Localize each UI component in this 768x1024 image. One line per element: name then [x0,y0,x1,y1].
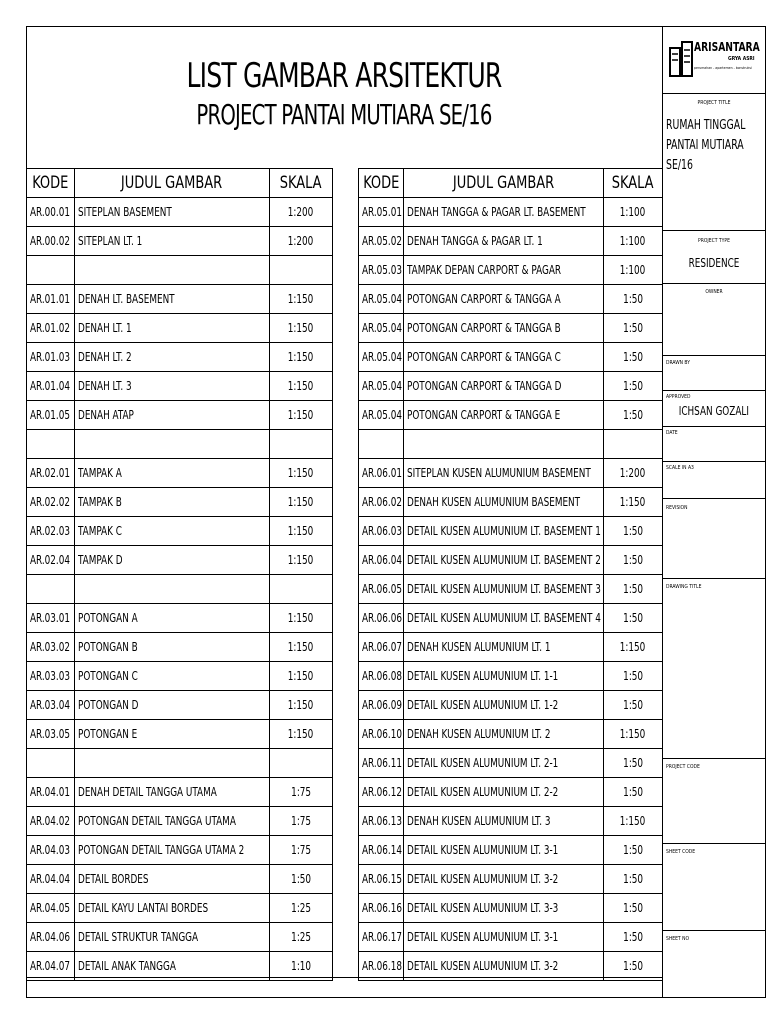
building-icon [668,38,696,78]
cell-judul: POTONGAN C [75,662,270,691]
sidebar-divider [662,93,766,94]
cell-kode: AR.06.16 [359,894,404,923]
table-row [359,836,663,865]
cell-skala: 1:50 [604,836,663,865]
cell-skala: 1:150 [604,488,663,517]
table-row [27,517,333,546]
cell-skala: 1:150 [270,459,333,488]
cell-skala: 1:50 [604,372,663,401]
table-row [359,662,663,691]
cell-skala: 1:50 [604,314,663,343]
cell-kode: AR.06.01 [359,459,404,488]
table-row [359,807,663,836]
cell-skala: 1:150 [270,633,333,662]
drawing-list-table-right [358,168,663,981]
cell-skala [270,575,333,604]
cell-kode: AR.05.04 [359,314,404,343]
cell-skala: 1:200 [270,198,333,227]
cell-skala [270,256,333,285]
logo-tagline: perumahan - apartemen - konstruksi [694,66,752,70]
cell-kode: AR.06.04 [359,546,404,575]
table-row [27,720,333,749]
table-row [359,401,663,430]
cell-judul [75,256,270,285]
cell-judul: POTONGAN B [75,633,270,662]
table-row [359,952,663,981]
cell-kode: AR.06.15 [359,865,404,894]
cell-kode: AR.06.02 [359,488,404,517]
cell-judul: POTONGAN D [75,691,270,720]
sidebar-divider [662,498,766,499]
table-row [27,807,333,836]
header-skala: SKALA [270,169,333,198]
table-row [359,894,663,923]
sidebar-divider [662,355,766,356]
table-row [359,227,663,256]
cell-judul: DETAIL KUSEN ALUMUNIUM LT. BASEMENT 3 [404,575,604,604]
cell-skala: 1:100 [604,198,663,227]
cell-skala: 1:50 [604,546,663,575]
cell-judul: DETAIL KUSEN ALUMUNIUM LT. BASEMENT 4 [404,604,604,633]
cell-skala: 1:50 [604,401,663,430]
drawing-list-table-left [26,168,333,981]
cell-kode: AR.06.12 [359,778,404,807]
cell-kode: AR.01.03 [27,343,75,372]
approved-value: ICHSAN GOZALI [678,404,750,418]
cell-judul: DETAIL KUSEN ALUMUNIUM LT. 3-1 [404,923,604,952]
cell-skala: 1:50 [604,604,663,633]
cell-kode: AR.04.07 [27,952,75,981]
cell-kode: AR.06.08 [359,662,404,691]
cell-judul: DETAIL KUSEN ALUMUNIUM LT. 3-1 [404,836,604,865]
cell-skala: 1:100 [604,256,663,285]
cell-judul: DENAH ATAP [75,401,270,430]
drawn-by-label: DRAWN BY [666,360,690,366]
cell-kode: AR.03.05 [27,720,75,749]
table-row [27,749,333,778]
header-judul: JUDUL GAMBAR [404,169,604,198]
sidebar-divider [662,578,766,579]
cell-judul: DENAH LT. 3 [75,372,270,401]
cell-judul: DENAH TANGGA & PAGAR LT. BASEMENT [404,198,604,227]
cell-skala: 1:75 [270,778,333,807]
cell-kode: AR.04.03 [27,836,75,865]
cell-skala: 1:50 [604,575,663,604]
cell-skala: 1:50 [604,662,663,691]
cell-kode: AR.01.01 [27,285,75,314]
cell-skala: 1:150 [270,401,333,430]
cell-kode: AR.06.10 [359,720,404,749]
project-code-label: PROJECT CODE [666,764,700,770]
cell-judul: DENAH LT. BASEMENT [75,285,270,314]
project-title-label: PROJECT TITLE [697,100,731,106]
cell-judul: POTONGAN CARPORT & TANGGA D [404,372,604,401]
cell-kode: AR.04.01 [27,778,75,807]
sidebar-divider [662,843,766,844]
table-row [27,604,333,633]
table-row [359,604,663,633]
cell-skala: 1:150 [270,662,333,691]
cell-skala: 1:200 [270,227,333,256]
table-row [27,198,333,227]
table-row [359,198,663,227]
company-logo [668,36,764,84]
table-row [359,546,663,575]
sidebar-divider [662,426,766,427]
cell-kode: AR.03.04 [27,691,75,720]
cell-judul: POTONGAN CARPORT & TANGGA B [404,314,604,343]
cell-kode: AR.06.13 [359,807,404,836]
cell-skala: 1:150 [604,633,663,662]
cell-kode: AR.06.05 [359,575,404,604]
cell-skala: 1:200 [604,459,663,488]
cell-kode: AR.04.05 [27,894,75,923]
project-title-line: PANTAI MUTIARA [666,138,744,153]
cell-kode: AR.03.01 [27,604,75,633]
table-row [27,865,333,894]
cell-kode [27,749,75,778]
cell-kode: AR.04.04 [27,865,75,894]
table-row [27,778,333,807]
cell-kode: AR.01.02 [27,314,75,343]
cell-kode: AR.02.01 [27,459,75,488]
logo-wordmark: ARISANTARA [694,40,760,54]
cell-judul: POTONGAN DETAIL TANGGA UTAMA 2 [75,836,270,865]
table-row [27,575,333,604]
table-row [359,923,663,952]
document-title: LIST GAMBAR ARSITEKTUR [186,56,502,96]
cell-skala: 1:50 [604,923,663,952]
project-title-value [666,116,745,176]
cell-judul: DETAIL KUSEN ALUMUNIUM LT. 1-2 [404,691,604,720]
sidebar-divider [662,758,766,759]
table-row [359,691,663,720]
cell-judul: DETAIL KUSEN ALUMUNIUM LT. 3-3 [404,894,604,923]
scale-label: SCALE IN A3 [666,465,694,471]
cell-judul: DETAIL ANAK TANGGA [75,952,270,981]
document-subtitle: PROJECT PANTAI MUTIARA SE/16 [196,98,492,131]
cell-judul [75,749,270,778]
cell-skala: 1:150 [270,604,333,633]
cell-skala: 1:150 [270,314,333,343]
table-row [359,575,663,604]
revision-label: REVISION [666,505,688,511]
cell-kode: AR.04.02 [27,807,75,836]
header-judul: JUDUL GAMBAR [75,169,270,198]
table-row [27,430,333,459]
cell-skala: 1:150 [270,517,333,546]
cell-kode [27,256,75,285]
cell-judul: POTONGAN A [75,604,270,633]
table-row [359,430,663,459]
cell-kode: AR.01.04 [27,372,75,401]
sheet-no-label: SHEET NO [666,936,690,942]
table-row [27,256,333,285]
cell-kode: AR.06.14 [359,836,404,865]
table-row [27,459,333,488]
cell-skala: 1:50 [604,691,663,720]
logo-subtext: GRYA ASRI [728,56,755,62]
date-label: DATE [666,430,678,436]
cell-kode [27,430,75,459]
project-title-line: SE/16 [666,158,693,173]
cell-judul [404,430,604,459]
sidebar-divider [662,390,766,391]
cell-judul: DENAH KUSEN ALUMUNIUM LT. 2 [404,720,604,749]
table-row [359,372,663,401]
cell-judul: POTONGAN CARPORT & TANGGA E [404,401,604,430]
cell-kode: AR.05.04 [359,343,404,372]
table-row [27,401,333,430]
table-row [27,314,333,343]
cell-judul: DETAIL KUSEN ALUMUNIUM LT. BASEMENT 1 [404,517,604,546]
cell-skala: 1:150 [604,720,663,749]
table-row [359,865,663,894]
cell-skala: 1:75 [270,836,333,865]
cell-judul: SITEPLAN BASEMENT [75,198,270,227]
cell-judul: TAMPAK C [75,517,270,546]
cell-skala: 1:150 [270,285,333,314]
table-row [359,488,663,517]
table-row [27,227,333,256]
cell-kode: AR.02.04 [27,546,75,575]
cell-judul: DETAIL KUSEN ALUMUNIUM LT. BASEMENT 2 [404,546,604,575]
cell-skala: 1:50 [604,285,663,314]
cell-skala: 1:150 [270,343,333,372]
cell-kode: AR.02.03 [27,517,75,546]
table-row [27,488,333,517]
table-row [359,633,663,662]
cell-skala: 1:50 [270,865,333,894]
header-kode: KODE [27,169,75,198]
cell-kode: AR.06.18 [359,952,404,981]
cell-kode: AR.06.17 [359,923,404,952]
table-row [359,256,663,285]
table-row [359,314,663,343]
cell-skala: 1:10 [270,952,333,981]
cell-skala: 1:50 [604,749,663,778]
sheet-code-label: SHEET CODE [666,849,696,855]
cell-kode: AR.06.07 [359,633,404,662]
cell-skala: 1:50 [604,952,663,981]
cell-judul: DETAIL STRUKTUR TANGGA [75,923,270,952]
cell-judul: DETAIL KAYU LANTAI BORDES [75,894,270,923]
cell-judul: DENAH TANGGA & PAGAR LT. 1 [404,227,604,256]
table-row [27,691,333,720]
sidebar-divider [662,461,766,462]
table-row [27,546,333,575]
cell-kode: AR.05.04 [359,401,404,430]
table-row [27,372,333,401]
cell-skala: 1:50 [604,778,663,807]
table-header-row [359,169,663,198]
cell-skala: 1:150 [270,691,333,720]
cell-kode: AR.01.05 [27,401,75,430]
cell-kode: AR.00.01 [27,198,75,227]
cell-judul [75,575,270,604]
cell-judul: POTONGAN CARPORT & TANGGA A [404,285,604,314]
cell-kode: AR.06.11 [359,749,404,778]
cell-judul [75,430,270,459]
cell-judul: TAMPAK B [75,488,270,517]
approved-label: APPROVED [666,394,691,400]
cell-skala: 1:150 [270,720,333,749]
cell-skala [270,749,333,778]
cell-judul: DETAIL KUSEN ALUMUNIUM LT. 3-2 [404,952,604,981]
cell-kode: AR.02.02 [27,488,75,517]
table-row [359,343,663,372]
cell-judul: TAMPAK D [75,546,270,575]
cell-judul: POTONGAN E [75,720,270,749]
cell-judul: TAMPAK A [75,459,270,488]
cell-kode: AR.05.03 [359,256,404,285]
cell-kode: AR.05.04 [359,372,404,401]
table-row [27,894,333,923]
cell-skala: 1:50 [604,865,663,894]
project-type-value: RESIDENCE [688,256,740,270]
cell-judul: SITEPLAN KUSEN ALUMUNIUM BASEMENT [404,459,604,488]
cell-kode [359,430,404,459]
cell-judul: DENAH KUSEN ALUMUNIUM LT. 1 [404,633,604,662]
cell-judul: DETAIL KUSEN ALUMUNIUM LT. 3-2 [404,865,604,894]
drawing-title-label: DRAWING TITLE [666,584,702,590]
cell-skala: 1:50 [604,894,663,923]
cell-judul: DENAH DETAIL TANGGA UTAMA [75,778,270,807]
table-row [359,720,663,749]
cell-skala: 1:150 [604,807,663,836]
cell-kode: AR.03.02 [27,633,75,662]
cell-kode: AR.04.06 [27,923,75,952]
table-row [359,459,663,488]
cell-judul: DETAIL KUSEN ALUMUNIUM LT. 1-1 [404,662,604,691]
table-row [27,836,333,865]
cell-kode: AR.06.09 [359,691,404,720]
cell-skala: 1:50 [604,343,663,372]
cell-judul: POTONGAN DETAIL TANGGA UTAMA [75,807,270,836]
cell-skala: 1:100 [604,227,663,256]
header-kode: KODE [359,169,404,198]
cell-judul: POTONGAN CARPORT & TANGGA C [404,343,604,372]
cell-kode: AR.00.02 [27,227,75,256]
table-row [359,749,663,778]
cell-judul: DENAH KUSEN ALUMUNIUM BASEMENT [404,488,604,517]
table-row [27,952,333,981]
table-row [27,285,333,314]
table-row [27,633,333,662]
cell-skala: 1:25 [270,923,333,952]
cell-judul: DETAIL KUSEN ALUMUNIUM LT. 2-2 [404,778,604,807]
cell-kode [27,575,75,604]
cell-kode: AR.05.04 [359,285,404,314]
header-skala: SKALA [604,169,663,198]
cell-judul: DETAIL KUSEN ALUMUNIUM LT. 2-1 [404,749,604,778]
cell-skala: 1:150 [270,372,333,401]
cell-kode: AR.06.06 [359,604,404,633]
cell-kode: AR.06.03 [359,517,404,546]
cell-judul: DENAH LT. 1 [75,314,270,343]
cell-judul: DENAH LT. 2 [75,343,270,372]
table-row [359,285,663,314]
cell-judul: TAMPAK DEPAN CARPORT & PAGAR [404,256,604,285]
sidebar-divider [662,283,766,284]
cell-kode: AR.05.02 [359,227,404,256]
sidebar-divider [662,930,766,931]
table-row [359,517,663,546]
cell-skala: 1:75 [270,807,333,836]
table-header-row [27,169,333,198]
cell-skala [604,430,663,459]
cell-kode: AR.05.01 [359,198,404,227]
cell-skala: 1:50 [604,517,663,546]
sidebar-divider [662,230,766,231]
cell-judul: DETAIL BORDES [75,865,270,894]
table-row [27,343,333,372]
table-row [359,778,663,807]
table-row [27,923,333,952]
cell-judul: DENAH KUSEN ALUMUNIUM LT. 3 [404,807,604,836]
cell-skala [270,430,333,459]
table-row [27,662,333,691]
cell-skala: 1:150 [270,546,333,575]
owner-label: OWNER [705,289,723,295]
cell-skala: 1:25 [270,894,333,923]
cell-judul: SITEPLAN LT. 1 [75,227,270,256]
cell-kode: AR.03.03 [27,662,75,691]
cell-skala: 1:150 [270,488,333,517]
project-title-line: RUMAH TINGGAL [666,118,746,133]
project-type-label: PROJECT TYPE [698,238,730,244]
